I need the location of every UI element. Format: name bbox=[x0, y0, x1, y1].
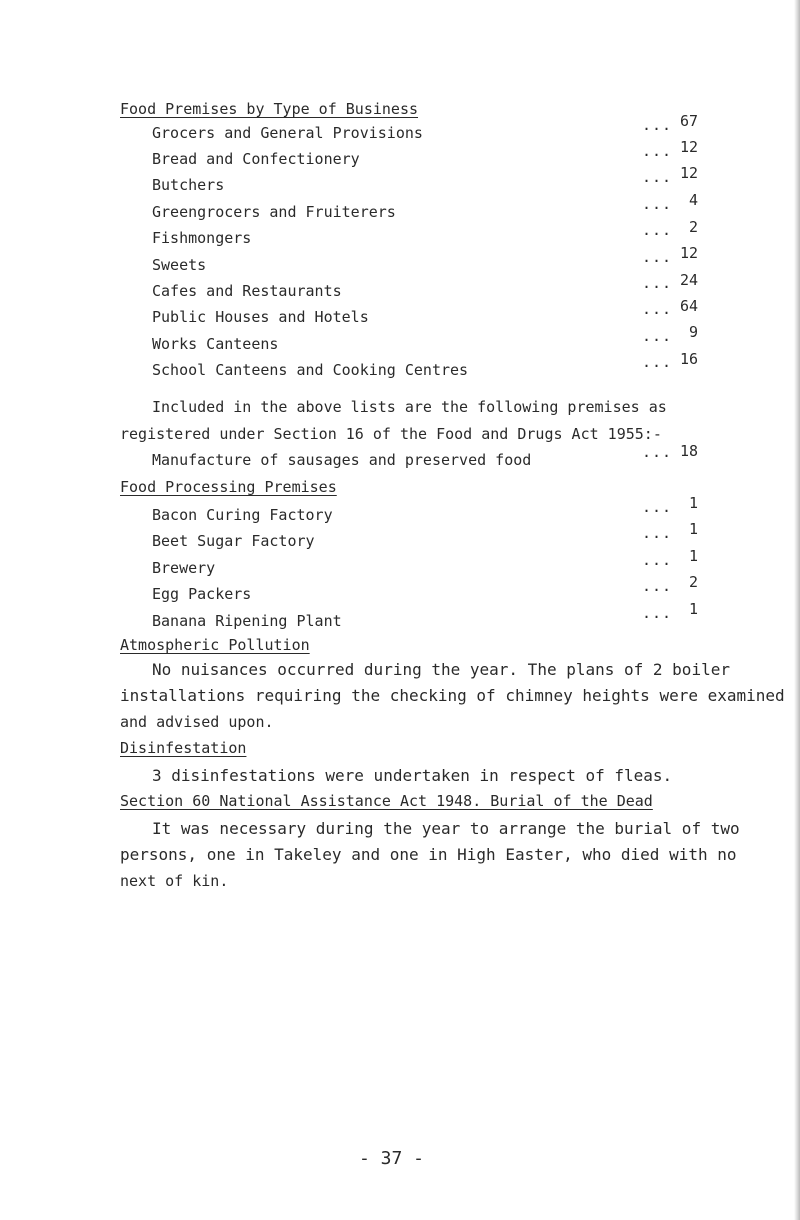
item-label: Beet Sugar Factory bbox=[152, 532, 315, 550]
section60-line-3: next of kin. bbox=[120, 872, 229, 890]
leader-dots: ... bbox=[642, 142, 673, 160]
item-label: Banana Ripening Plant bbox=[152, 612, 342, 630]
leader-dots: ... bbox=[642, 300, 673, 318]
item-value: 1 bbox=[688, 547, 698, 565]
item-label: Bacon Curing Factory bbox=[152, 506, 333, 524]
item-value: 24 bbox=[679, 271, 698, 289]
leader-dots: ... bbox=[642, 195, 673, 213]
item-label: Grocers and General Provisions bbox=[152, 124, 423, 142]
item-label: Egg Packers bbox=[152, 585, 252, 603]
leader-dots: ... bbox=[642, 551, 673, 569]
leader-dots: ... bbox=[642, 443, 673, 461]
atmospheric-heading: Atmospheric Pollution bbox=[120, 636, 310, 654]
item-label: Butchers bbox=[152, 176, 225, 194]
leader-dots: ... bbox=[642, 577, 673, 595]
leader-dots: ... bbox=[642, 524, 673, 542]
item-value: 16 bbox=[679, 350, 698, 368]
item-value: 12 bbox=[679, 164, 698, 182]
leader-dots: ... bbox=[642, 327, 673, 345]
item-label: Sweets bbox=[152, 256, 207, 274]
item-value: 1 bbox=[688, 600, 698, 618]
item-value: 2 bbox=[688, 573, 698, 591]
item-value: 12 bbox=[679, 138, 698, 156]
page-number: - 37 - bbox=[359, 1148, 425, 1169]
item-label: Fishmongers bbox=[152, 229, 252, 247]
disinfestation-line-1: 3 disinfestations were undertaken in respect of fleas. bbox=[152, 766, 673, 785]
leader-dots: ... bbox=[642, 168, 673, 186]
registered-intro-line-1: Included in the above lists are the following premises as bbox=[152, 398, 667, 416]
item-value: 12 bbox=[679, 244, 698, 262]
item-value: 67 bbox=[679, 112, 698, 130]
leader-dots: ... bbox=[642, 604, 673, 622]
item-value: 2 bbox=[688, 218, 698, 236]
section60-line-2: persons, one in Takeley and one in High Easter, who died with no bbox=[120, 845, 737, 864]
section60-line-1: It was necessary during the year to arrange the burial of two bbox=[152, 819, 740, 838]
disinfestation-heading: Disinfestation bbox=[120, 739, 247, 757]
atmospheric-line-3: and advised upon. bbox=[120, 713, 274, 731]
page-edge-shadow bbox=[794, 0, 800, 1220]
atmospheric-line-2: installations requiring the checking of chimney heights were examined bbox=[120, 686, 785, 705]
item-label: Cafes and Restaurants bbox=[152, 282, 342, 300]
item-label: Manufacture of sausages and preserved food bbox=[152, 451, 532, 469]
registered-intro-line-2: registered under Section 16 of the Food and Drugs Act 1955:- bbox=[120, 425, 662, 443]
leader-dots: ... bbox=[642, 274, 673, 292]
item-label: Greengrocers and Fruiterers bbox=[152, 203, 396, 221]
food-by-type-heading: Food Premises by Type of Business bbox=[120, 100, 419, 118]
item-label: Works Canteens bbox=[152, 335, 279, 353]
item-label: Brewery bbox=[152, 559, 216, 577]
item-value: 1 bbox=[688, 494, 698, 512]
item-value: 4 bbox=[688, 191, 698, 209]
leader-dots: ... bbox=[642, 248, 673, 266]
leader-dots: ... bbox=[642, 498, 673, 516]
food-processing-heading: Food Processing Premises bbox=[120, 478, 337, 496]
section60-heading: Section 60 National Assistance Act 1948. Burial of the Dead bbox=[120, 792, 653, 810]
item-value: 9 bbox=[688, 323, 698, 341]
item-label: Bread and Confectionery bbox=[152, 150, 360, 168]
item-label: School Canteens and Cooking Centres bbox=[152, 361, 469, 379]
item-value: 18 bbox=[679, 442, 698, 460]
leader-dots: ... bbox=[642, 221, 673, 239]
atmospheric-line-1: No nuisances occurred during the year. The plans of 2 boiler bbox=[152, 660, 730, 679]
item-label: Public Houses and Hotels bbox=[152, 308, 369, 326]
item-value: 1 bbox=[688, 520, 698, 538]
item-value: 64 bbox=[679, 297, 698, 315]
leader-dots: ... bbox=[642, 353, 673, 371]
leader-dots: ... bbox=[642, 116, 673, 134]
